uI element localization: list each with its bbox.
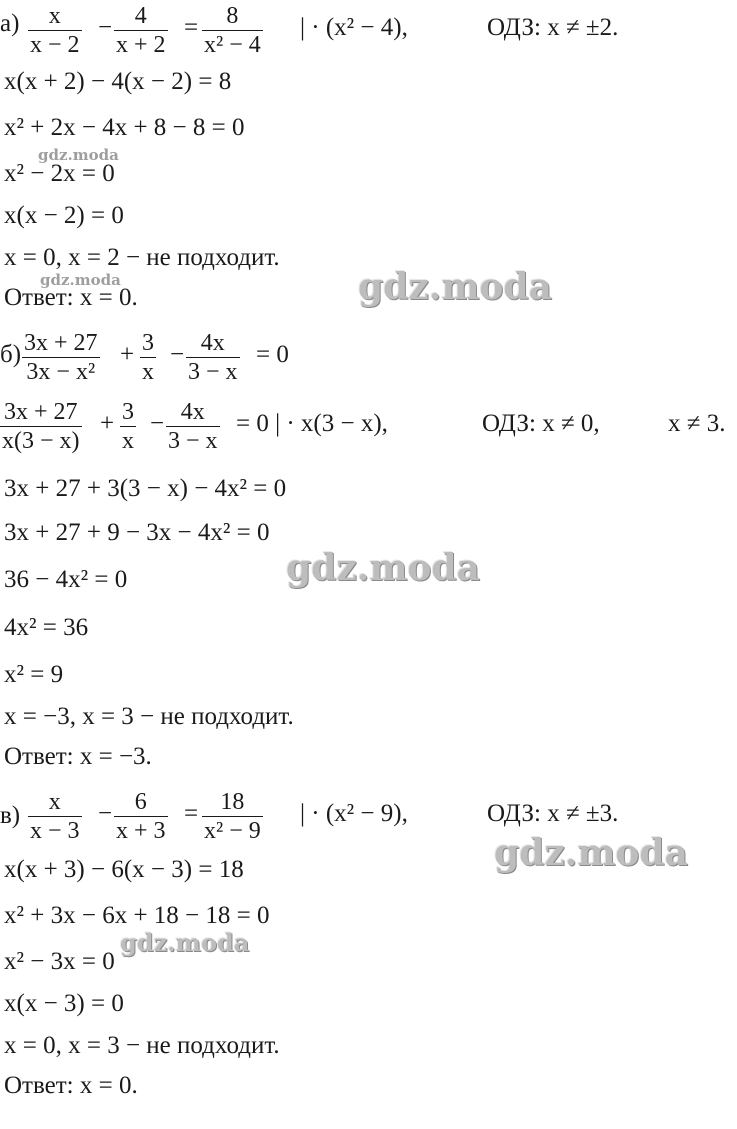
part-a-line-2: x² + 2x − 4x + 8 − 8 = 0	[4, 114, 245, 141]
part-v-equals: =	[184, 800, 199, 827]
part-a-minus: −	[98, 14, 113, 41]
part-v-fraction-2: 6 x + 3	[116, 789, 166, 844]
part-a-label: а)	[0, 10, 20, 37]
part-b-multiplier: = 0 | · x(3 − x),	[236, 410, 388, 437]
part-v-line-1: x(x + 3) − 6(x − 3) = 18	[4, 856, 244, 883]
part-v-minus: −	[98, 800, 113, 827]
part-b-odz: ОДЗ: x ≠ 0,	[482, 410, 600, 437]
part-v-line-3: x² − 3x = 0	[4, 948, 115, 975]
part-b-line-5: x² = 9	[4, 661, 64, 688]
part-a-fraction-2: 4 x + 2	[116, 3, 166, 58]
part-a-multiplier: | · (x² − 4),	[300, 14, 408, 41]
part-b-label: б)	[0, 341, 22, 368]
part-a-line-3: x² − 2x = 0	[4, 160, 115, 187]
part-b-odz-2: x ≠ 3.	[668, 410, 726, 437]
part-b-fraction-3: 4x 3 − x	[188, 330, 238, 385]
watermark-medium: gdz.moda	[120, 928, 250, 957]
part-b-minus: −	[170, 341, 185, 368]
part-v-multiplier: | · (x² − 9),	[300, 800, 408, 827]
watermark-large-2: gdz.moda	[286, 547, 480, 589]
part-b-fraction-1: 3x + 27 3x − x²	[24, 330, 98, 385]
watermark-small-1: gdz.moda	[38, 146, 119, 164]
part-b-line-1: 3x + 27 + 3(3 − x) − 4x² = 0	[4, 475, 287, 502]
part-a-odz: ОДЗ: x ≠ ±2.	[487, 14, 619, 41]
part-b-fraction-4: 3x + 27 x(3 − x)	[2, 399, 80, 454]
part-b-eq-zero: = 0	[256, 341, 289, 368]
part-b-plus: +	[120, 341, 135, 368]
part-v-line-5: x = 0, x = 3 − не подходит.	[4, 1032, 280, 1059]
part-a-line-1: x(x + 2) − 4(x − 2) = 8	[4, 68, 232, 95]
part-b-line-6: x = −3, x = 3 − не подходит.	[4, 703, 294, 730]
part-b-fraction-2: 3 x	[142, 330, 154, 385]
part-a-line-4: x(x − 2) = 0	[4, 202, 124, 229]
part-b-plus-2: +	[100, 410, 115, 437]
watermark-large-1: gdz.moda	[358, 266, 552, 308]
part-b-line-4: 4x² = 36	[4, 614, 89, 641]
part-b-line-3: 36 − 4x² = 0	[4, 566, 128, 593]
part-b-minus-2: −	[150, 410, 165, 437]
part-v-odz: ОДЗ: x ≠ ±3.	[487, 800, 619, 827]
part-v-label: в)	[0, 802, 21, 829]
part-v-line-4: x(x − 3) = 0	[4, 990, 124, 1017]
part-a-fraction-3: 8 x² − 4	[204, 3, 261, 58]
part-a-fraction-1: x x − 2	[30, 3, 80, 58]
part-v-answer: Ответ: x = 0.	[4, 1072, 138, 1099]
part-a-line-5: x = 0, x = 2 − не подходит.	[4, 244, 280, 271]
part-b-answer: Ответ: x = −3.	[4, 743, 152, 770]
part-b-fraction-5: 3 x	[122, 399, 134, 454]
part-b-fraction-6: 4x 3 − x	[168, 399, 218, 454]
part-a-equals: =	[184, 14, 199, 41]
part-v-fraction-3: 18 x² − 9	[204, 789, 261, 844]
watermark-small-2: gdz.moda	[40, 271, 121, 289]
part-a-answer: Ответ: x = 0.	[4, 284, 138, 311]
part-v-line-2: x² + 3x − 6x + 18 − 18 = 0	[4, 902, 270, 929]
part-b-line-2: 3x + 27 + 9 − 3x − 4x² = 0	[4, 519, 270, 546]
part-v-fraction-1: x x − 3	[30, 789, 80, 844]
watermark-large-3: gdz.moda	[494, 832, 688, 874]
